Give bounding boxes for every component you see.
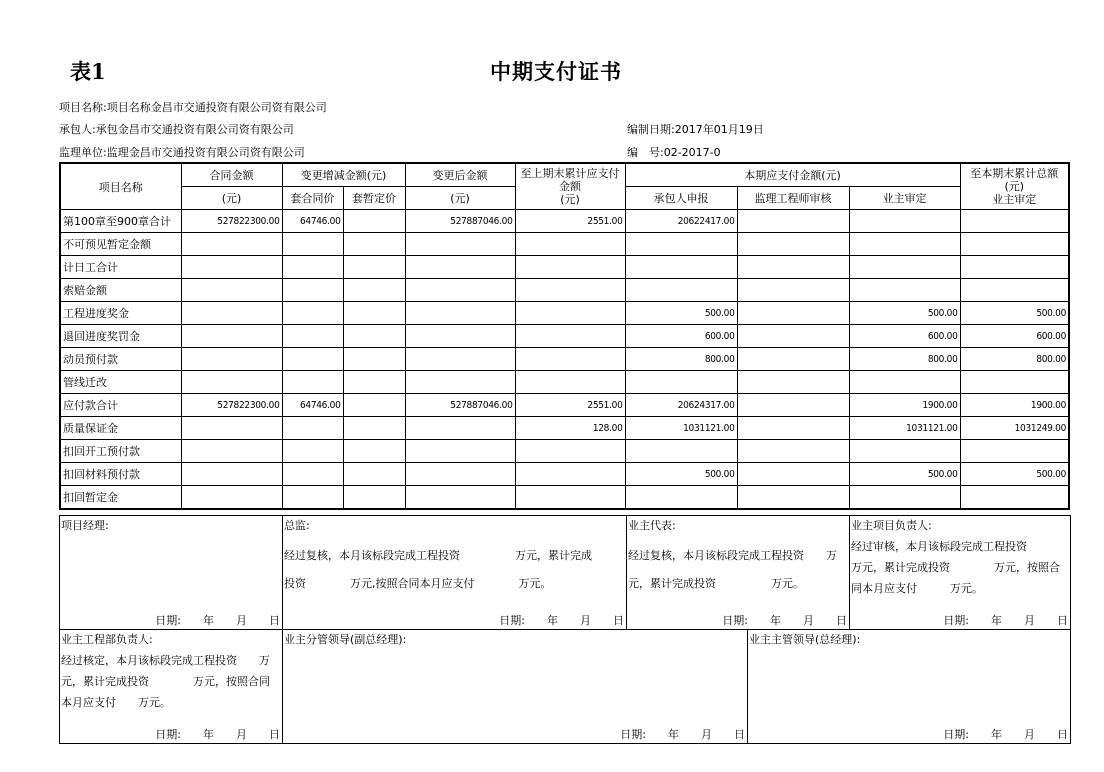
cell-review [737,325,849,348]
sig-owner-rep-label: 业主代表: [628,519,676,532]
cell-contract [181,348,282,371]
table-number: 表1 [70,59,106,84]
sig-project-manager-label: 项目经理: [61,519,109,532]
cell-cum [960,440,1069,463]
row-label: 第100章至900章合计 [60,210,181,233]
row-label: 工程进度奖金 [60,302,181,325]
cell-after [405,486,515,510]
date-field: 日期: 年 月 日 [155,728,280,741]
cell-incl [282,463,343,486]
cell-approve: 1031121.00 [849,417,960,440]
col-after-change: 变更后金额 [405,163,515,187]
cell-declare [625,256,737,279]
cell-approve [849,279,960,302]
payment-table [59,162,1070,510]
serial-number: 编 号:02-2017-0 [627,146,721,159]
cell-incl [282,279,343,302]
cell-approve: 500.00 [849,302,960,325]
table-row [60,417,1069,440]
compile-date: 编制日期:2017年01月19日 [627,123,764,136]
cell-after [405,233,515,256]
table-row [60,371,1069,394]
sig-chief-text: 经过复核，本月该标段完成工程投资 万元，累计完成 投资 万元,按照合同本月应支付 万元。 [284,549,592,590]
row-label: 计日工合计 [60,256,181,279]
row-label: 动员预付款 [60,348,181,371]
table-row [60,210,1069,233]
sig-gm-label: 业主主管领导(总经理): [749,633,861,646]
cell-declare: 800.00 [625,348,737,371]
cell-prev: 2551.00 [515,394,625,417]
cell-review [737,440,849,463]
sig-deputy-gm-label: 业主分管领导(副总经理): [284,633,407,646]
cell-incl: 64746.00 [282,210,343,233]
cell-after [405,348,515,371]
cell-prov [343,210,405,233]
cell-contract [181,417,282,440]
date-field: 日期: 年 月 日 [499,614,624,627]
cell-contract [181,486,282,510]
table-row [60,463,1069,486]
cell-prov [343,233,405,256]
cell-prev: 128.00 [515,417,625,440]
page-title: 中期支付证书 [490,59,622,84]
cell-incl [282,256,343,279]
supervisor-unit: 监理单位:监理金昌市交通投资有限公司资有限公司 [59,146,305,159]
cell-incl [282,486,343,510]
cell-incl [282,233,343,256]
col-owner-approve: 业主审定 [849,187,960,210]
cell-approve [849,210,960,233]
table-row [60,302,1069,325]
table-row [60,233,1069,256]
sig-owner-pm-text: 经过审核，本月该标段完成工程投资 万元，累计完成投资 万元，按照合同本月应支付 万元。 [851,540,1071,595]
cell-after [405,417,515,440]
cell-cum: 500.00 [960,302,1069,325]
cell-incl [282,348,343,371]
cell-contract [181,233,282,256]
cell-review [737,417,849,440]
cell-prev [515,463,625,486]
cell-contract [181,325,282,348]
row-label: 扣回开工预付款 [60,440,181,463]
row-label: 扣回材料预付款 [60,463,181,486]
cell-review [737,463,849,486]
sig-owner-pm-label: 业主项目负责人: [851,519,932,532]
col-contract-unit: (元) [181,187,282,210]
date-field: 日期: 年 月 日 [943,614,1068,627]
cell-review [737,486,849,510]
cell-after [405,463,515,486]
sig-chief-supervisor-label: 总监: [284,519,310,532]
cell-approve [849,233,960,256]
cell-review [737,256,849,279]
cell-prev [515,371,625,394]
cell-approve: 500.00 [849,463,960,486]
cell-incl [282,302,343,325]
table-row [60,486,1069,510]
cell-approve [849,486,960,510]
sig-gm [747,629,1071,744]
row-label: 索赔金额 [60,279,181,302]
table-row [60,440,1069,463]
cell-prev [515,256,625,279]
col-contractor-declare: 承包人申报 [625,187,737,210]
cell-prov [343,486,405,510]
cell-cum: 600.00 [960,325,1069,348]
cell-declare [625,371,737,394]
row-label: 质量保证金 [60,417,181,440]
cell-review [737,233,849,256]
cell-declare: 20624317.00 [625,394,737,417]
sig-eng-dept-text: 经过核定，本月该标段完成工程投资 万元，累计完成投资 万元，按照合同本月应支付 万元。 [61,654,270,709]
cell-contract [181,256,282,279]
cell-cum: 800.00 [960,348,1069,371]
cell-approve [849,371,960,394]
table-row [60,256,1069,279]
cell-declare: 500.00 [625,302,737,325]
sig-owner-rep [626,515,850,630]
cell-contract [181,302,282,325]
cell-declare [625,486,737,510]
table-row [60,325,1069,348]
cell-prev [515,279,625,302]
date-field: 日期: 年 月 日 [620,728,745,741]
cell-cum [960,279,1069,302]
cell-cum [960,486,1069,510]
cell-review [737,210,849,233]
cell-review [737,302,849,325]
cell-incl [282,440,343,463]
cell-declare [625,279,737,302]
col-prev-cumulative: 至上期末累计应支付 金额 (元) [515,163,625,210]
cell-after [405,371,515,394]
table-row [60,348,1069,371]
row-label: 扣回暂定金 [60,486,181,510]
sig-owner-rep-text: 经过复核，本月该标段完成工程投资 万元，累计完成投资 万元。 [628,549,837,590]
cell-cum [960,233,1069,256]
cell-approve: 600.00 [849,325,960,348]
cell-review [737,371,849,394]
cell-contract [181,371,282,394]
cell-prev [515,325,625,348]
cell-after [405,279,515,302]
cell-contract [181,279,282,302]
date-field: 日期: 年 月 日 [943,728,1068,741]
col-current-payable: 本期应支付金额(元) [625,163,960,187]
cell-declare: 500.00 [625,463,737,486]
col-provisional-price: 套暂定价 [343,187,405,210]
col-incl-price: 套合同价 [282,187,343,210]
col-change-amount: 变更增减金额(元) [282,163,405,187]
table-row [60,279,1069,302]
date-field: 日期: 年 月 日 [722,614,847,627]
cell-review [737,348,849,371]
cell-review [737,394,849,417]
cell-cum: 1031249.00 [960,417,1069,440]
row-label: 退回进度奖罚金 [60,325,181,348]
cell-declare [625,233,737,256]
cell-prev [515,233,625,256]
cell-approve [849,440,960,463]
cell-cum [960,371,1069,394]
cell-contract: 527822300.00 [181,210,282,233]
cell-prov [343,302,405,325]
col-cumulative-total: 至本期末累计总额 (元) 业主审定 [960,163,1069,210]
col-engineer-review: 监理工程师审核 [737,187,849,210]
cell-approve [849,256,960,279]
project-name: 项目名称:项目名称金昌市交通投资有限公司资有限公司 [59,101,327,114]
cell-prev: 2551.00 [515,210,625,233]
cell-after [405,325,515,348]
cell-after [405,440,515,463]
cell-incl [282,325,343,348]
cell-prev [515,486,625,510]
cell-incl [282,371,343,394]
cell-declare: 20622417.00 [625,210,737,233]
cell-incl [282,417,343,440]
cell-after [405,256,515,279]
cell-prov [343,348,405,371]
col-item-name: 项目名称 [60,163,181,210]
cell-prov [343,417,405,440]
sig-eng-dept-label: 业主工程部负责人: [61,633,153,646]
cell-cum: 1900.00 [960,394,1069,417]
col-contract-amount: 合同金额 [181,163,282,187]
date-field: 日期: 年 月 日 [155,614,280,627]
cell-approve: 1900.00 [849,394,960,417]
cell-prov [343,463,405,486]
cell-prev [515,348,625,371]
sig-chief-supervisor [282,515,627,630]
cell-prev [515,440,625,463]
cell-prov [343,256,405,279]
cell-prov [343,371,405,394]
cell-after: 527887046.00 [405,394,515,417]
cell-approve: 800.00 [849,348,960,371]
cell-prov [343,440,405,463]
sig-deputy-gm [282,629,748,744]
row-label: 不可预见暂定金额 [60,233,181,256]
cell-review [737,279,849,302]
cell-incl: 64746.00 [282,394,343,417]
row-label: 应付款合计 [60,394,181,417]
cell-prov [343,325,405,348]
cell-prev [515,302,625,325]
cell-declare: 1031121.00 [625,417,737,440]
cell-after: 527887046.00 [405,210,515,233]
contractor: 承包人:承包金昌市交通投资有限公司资有限公司 [59,123,294,136]
cell-contract [181,463,282,486]
row-label: 管线迁改 [60,371,181,394]
sig-eng-dept [59,629,283,744]
table-row [60,394,1069,417]
cell-cum [960,256,1069,279]
cell-cum: 500.00 [960,463,1069,486]
sig-owner-pm [849,515,1071,630]
cell-prov [343,394,405,417]
sig-project-manager [59,515,283,630]
col-after-change-unit: (元) [405,187,515,210]
cell-contract: 527822300.00 [181,394,282,417]
cell-after [405,302,515,325]
cell-contract [181,440,282,463]
cell-declare: 600.00 [625,325,737,348]
cell-cum [960,210,1069,233]
cell-prov [343,279,405,302]
cell-declare [625,440,737,463]
